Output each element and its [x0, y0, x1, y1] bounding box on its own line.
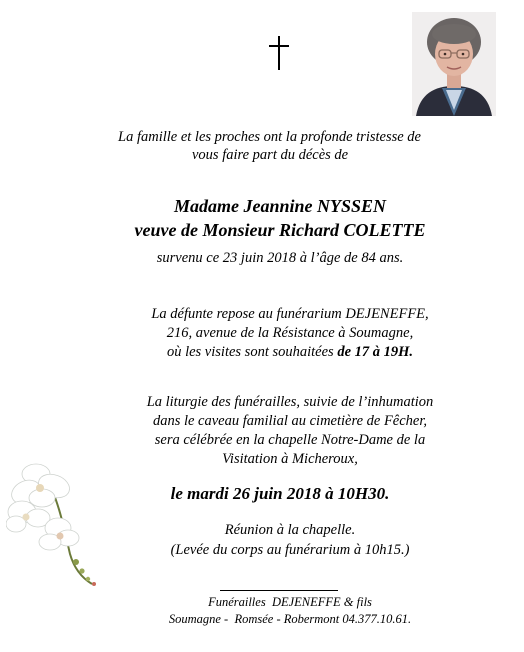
meeting-line-2: (Levée du corps au funérarium à 10h15.) — [170, 542, 410, 558]
meeting-line-1: Réunion à la chapelle. — [224, 522, 356, 538]
funeral-home-locations: Soumagne - Romsée - Robermont 04.377.10.61. — [168, 612, 412, 626]
death-date-line: survenu ce 23 juin 2018 à l’âge de 84 ans. — [156, 250, 404, 266]
orchid-decoration — [6, 458, 98, 590]
funeral-home-name: Funérailles DEJENEFFE & fils — [208, 595, 372, 609]
liturgy-line-2: dans le caveau familial au cimetière de Fêcher, — [152, 413, 428, 429]
visit-hours: de 17 à 19H. — [337, 344, 414, 360]
intro-line-2: vous faire part du décès de — [192, 147, 349, 163]
repose-line-3 — [100, 343, 480, 362]
repose-line-1: La défunte repose au funérarium DEJENEFFE, — [151, 306, 429, 322]
footer-divider — [220, 590, 338, 591]
repose-line-2: 216, avenue de la Résistance à Soumagne, — [166, 325, 414, 341]
widow-of: veuve de Monsieur Richard COLETTE — [134, 220, 426, 240]
meeting-details — [100, 520, 480, 560]
cross-icon — [268, 36, 290, 70]
visit-text: où les visites sont souhaitées — [166, 344, 338, 360]
deceased-name: Madame Jeannine NYSSEN — [173, 196, 387, 216]
announcement-intro — [118, 128, 478, 164]
deceased-photo — [412, 12, 496, 116]
liturgy-line-1: La liturgie des funérailles, suivie de l’inhumation — [146, 394, 434, 410]
ceremony-date: le mardi 26 juin 2018 à 10H30. — [170, 484, 390, 503]
repose-details — [100, 305, 480, 362]
liturgy-line-4: Visitation à Micheroux, — [222, 451, 358, 467]
liturgy-details — [100, 393, 480, 469]
funeral-home-footer — [100, 594, 480, 628]
intro-line-1: La famille et les proches ont la profonde tristesse de — [118, 129, 421, 145]
liturgy-line-3: sera célébrée en la chapelle Notre-Dame de la — [154, 432, 426, 448]
deceased-name-block — [100, 194, 460, 242]
